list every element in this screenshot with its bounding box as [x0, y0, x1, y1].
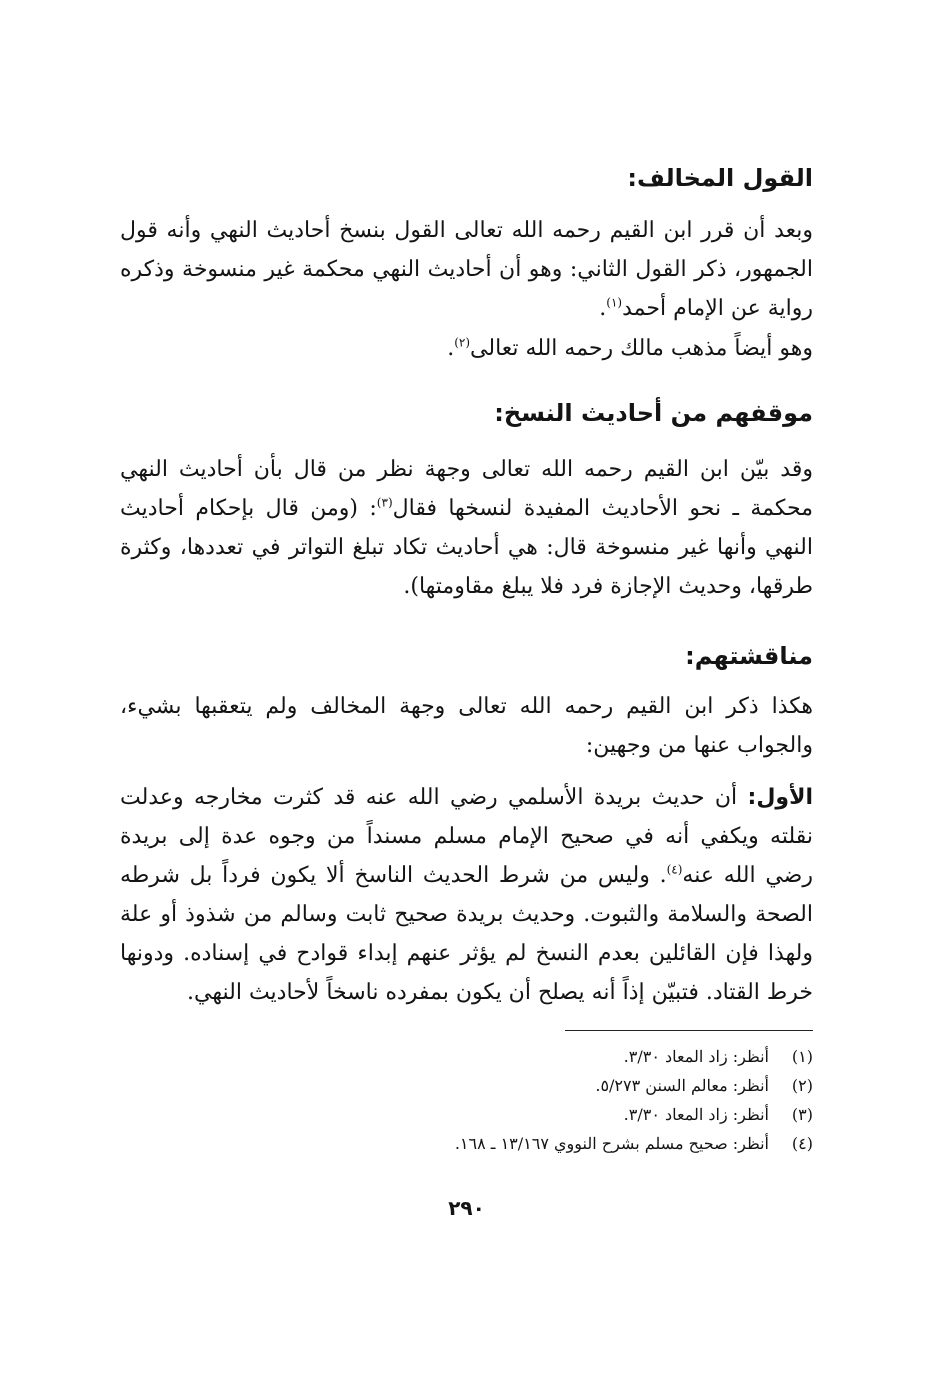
- paragraph-tail: : (ومن قال بإحكام أحاديث النهي وأنها غير منسوخة قال: هي أحاديث تكاد تبلغ التواتر في تعددها، وكثرة طرقها، وحديث الإجازة فرد فلا يبلغ مقاومتها).: [120, 496, 813, 599]
- footnote-ref-1[interactable]: (١): [606, 295, 623, 310]
- paragraph-malik-view: [120, 329, 813, 368]
- paragraph-text: هكذا ذكر ابن القيم رحمه الله تعالى وجهة المخالف ولم يتعقبها بشيء، والجواب عنها من وجهين:: [120, 694, 813, 758]
- paragraph-text: أن حديث بريدة الأسلمي رضي الله عنه قد كثرت مخارجه وعدلت نقلته ويكفي أنه في صحيح الإمام مسلم مسنداً من وجوه عدة إلى بريدة رضي الله عنه: [120, 785, 813, 888]
- paragraph-discussion-intro: [120, 687, 813, 765]
- paragraph-tail: .: [447, 336, 455, 361]
- footnote-item: [120, 1100, 813, 1129]
- footnote-ref-3[interactable]: (٣): [376, 495, 393, 510]
- paragraph-opposing-view: [120, 211, 813, 328]
- footnote-number: (٢): [791, 1076, 813, 1095]
- first-point-label: الأول:: [747, 785, 813, 810]
- footnote-number: (٣): [791, 1105, 813, 1124]
- heading-opposing-view: القول المخالف:: [627, 164, 813, 192]
- footnote-ref-2[interactable]: (٢): [454, 335, 471, 350]
- footnote-text: أنظر: معالم السنن ٥/٢٧٣.: [595, 1076, 769, 1095]
- paragraph-text: وهو أيضاً مذهب مالك رحمه الله تعالى: [470, 336, 813, 361]
- paragraph-text: وقد بيّن ابن القيم رحمه الله تعالى وجهة نظر من قال بأن أحاديث النهي محكمة ـ نحو الأحاديث المفيدة لنسخها فقال: [120, 457, 814, 521]
- footnote-ref-4[interactable]: (٤): [666, 862, 683, 877]
- paragraph-tail: .: [599, 296, 607, 321]
- page-number: ٢٩٠: [448, 1196, 485, 1220]
- footnote-item: [120, 1071, 813, 1100]
- paragraph-text: وبعد أن قرر ابن القيم رحمه الله تعالى القول بنسخ أحاديث النهي وأنه قول الجمهور، ذكر القول الثاني: وهو أن أحاديث النهي محكمة غير منسوخة وذكره رواية عن الإمام أحمد: [120, 218, 813, 321]
- footnotes-list: [120, 1042, 813, 1158]
- footnote-item: [120, 1042, 813, 1071]
- book-page: [120, 0, 813, 1379]
- heading-their-position: موقفهم من أحاديث النسخ:: [494, 399, 813, 427]
- paragraph-first-response: [120, 778, 813, 1012]
- footnote-text: أنظر: زاد المعاد ٣/٣٠.: [623, 1047, 769, 1066]
- paragraph-tail: . وليس من شرط الحديث الناسخ ألا يكون فرداً بل شرطه الصحة والسلامة والثبوت. وحديث بريدة صحيح ثابت وسالم من شذوذ أو علة ولهذا فإن القائلين بعدم النسخ لم يؤثر عنهم إبداء قوادح في إسناده. ودونها خرط القتاد. فتبيّن إذاً أنه يصلح أن يكون بمفرده ناسخاً لأحاديث النهي.: [120, 863, 813, 1005]
- footnote-number: (١): [791, 1047, 813, 1066]
- footnote-text: أنظر: صحيح مسلم بشرح النووي ١٣/١٦٧ ـ ١٦٨.: [454, 1134, 769, 1153]
- footnote-divider: [565, 1030, 813, 1031]
- paragraph-their-position: [120, 450, 813, 606]
- footnote-number: (٤): [791, 1134, 813, 1153]
- footnote-item: [120, 1129, 813, 1158]
- heading-discussion: مناقشتهم:: [685, 642, 813, 670]
- footnote-text: أنظر: زاد المعاد ٣/٣٠.: [623, 1105, 769, 1124]
